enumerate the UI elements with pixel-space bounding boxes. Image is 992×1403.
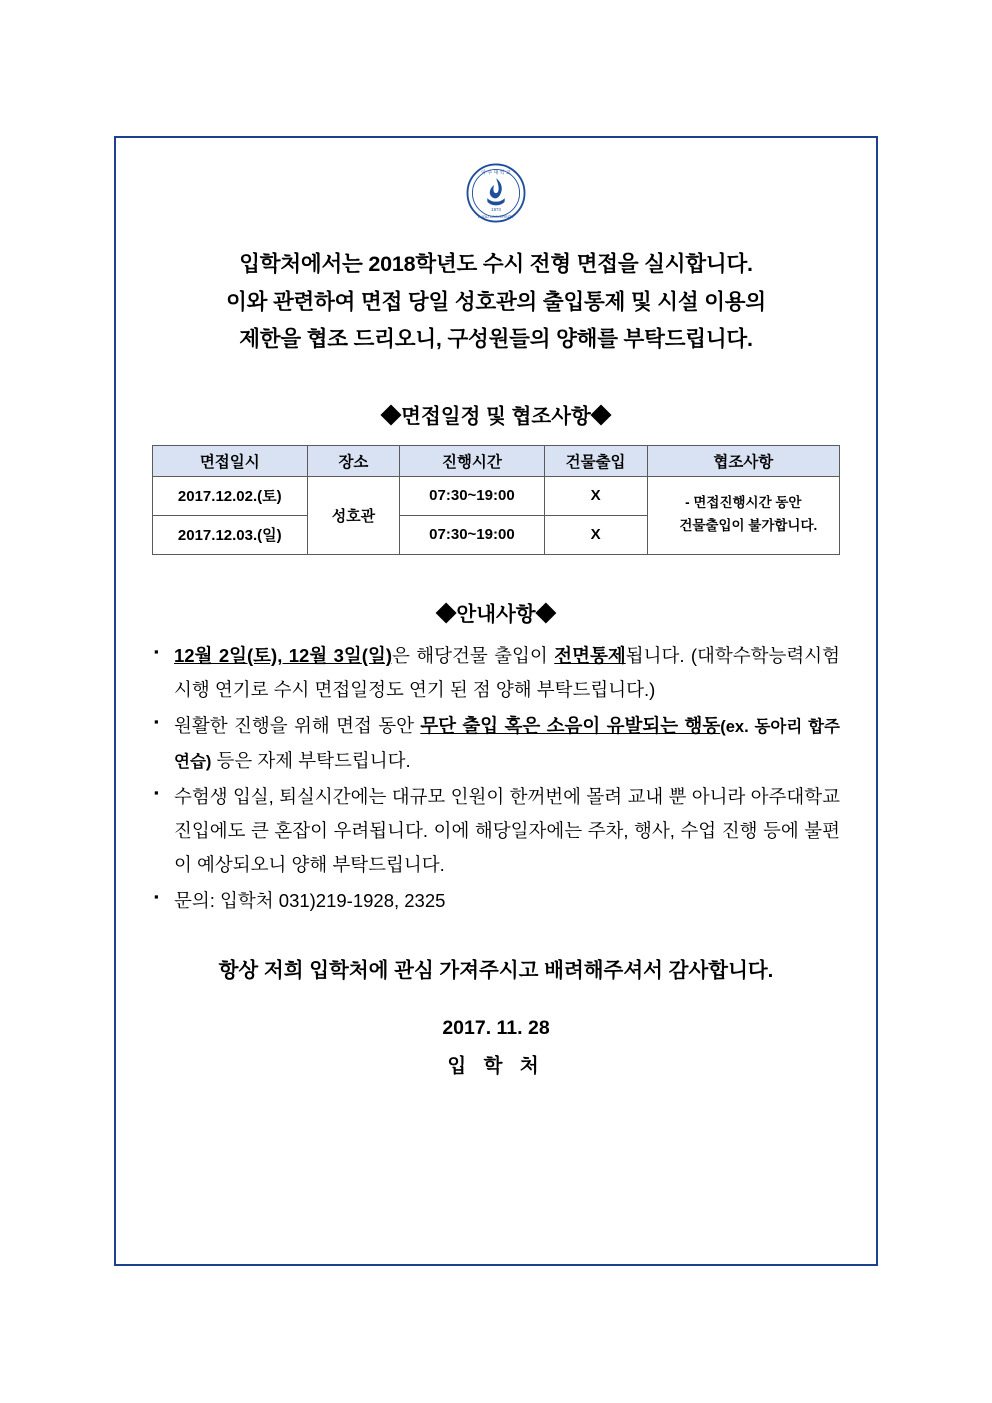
cell-time-1: 07:30~19:00 (400, 476, 544, 515)
cell-entry-2: X (544, 515, 647, 554)
notice-text-segment: 무단 출입 혹은 소음이 유발되는 행동 (420, 715, 721, 737)
headline-block (152, 246, 840, 359)
table-header-row (153, 445, 840, 476)
column-header-date: 면접일시 (153, 445, 308, 476)
list-item (152, 709, 840, 777)
closing-message: 항상 저희 입학처에 관심 가져주시고 배려해주셔서 감사합니다. (218, 958, 774, 982)
notice-text-segment: 전면통제 (554, 644, 626, 666)
logo-container (152, 162, 840, 224)
headline-line-2: 이와 관련하여 면접 당일 성호관의 출입통제 및 시설 이용의 (226, 289, 766, 314)
notice-text-segment: 등은 자제 부탁드립니다. (211, 749, 411, 771)
ajou-university-emblem-icon (465, 162, 527, 224)
note-line-2: 건물출입이 불가합니다. (679, 518, 818, 534)
document-date: 2017. 11. 28 (442, 1016, 550, 1039)
cell-date-2: 2017.12.03.(일) (153, 515, 308, 554)
notice-text-segment: 수험생 입실, 퇴실시간에는 대규모 인원이 한꺼번에 몰려 교내 뿐 아니라 아주대학교 진입에도 큰 혼잡이 우려됩니다. 이에 해당일자에는 주차, 행사, 수업 진행 등에 불편이 예상되오니 양해 부탁드립니다. (174, 785, 840, 876)
svg-text:AJOU UNIVERSITY: AJOU UNIVERSITY (478, 213, 514, 219)
interview-schedule-table (152, 445, 840, 555)
notice-document (114, 136, 878, 1266)
schedule-section-title: ◆면접일정 및 협조사항◆ (380, 404, 612, 428)
list-item (152, 780, 840, 883)
notice-text-segment: (ex. 동아리 합주 연습) (174, 718, 840, 771)
headline-line-3: 제한을 협조 드리오니, 구성원들의 양해를 부탁드립니다. (239, 327, 753, 352)
svg-text:1973: 1973 (491, 206, 501, 212)
issuing-office: 입 학 처 (447, 1054, 545, 1077)
notice-text-segment: 문의: 입학처 031)219-1928, 2325 (174, 890, 446, 912)
cell-entry-1: X (544, 476, 647, 515)
note-line-1: - 면접진행시간 동안 (685, 495, 802, 511)
notice-text-segment: 12월 2일(토), 12월 3일(일) (174, 644, 392, 666)
notice-list (152, 639, 840, 919)
list-item (152, 639, 840, 707)
svg-text:아 주 대 학 교: 아 주 대 학 교 (481, 170, 511, 176)
column-header-place: 장소 (307, 445, 400, 476)
cell-note (647, 476, 839, 554)
notice-section-title: ◆안내사항◆ (435, 602, 557, 626)
notice-text-segment: 됩니다. (대학수학능력시험 시행 연기로 수시 면접일정도 연기 된 점 양해 부탁드립니다.) (174, 644, 841, 701)
cell-time-2: 07:30~19:00 (400, 515, 544, 554)
column-header-note: 협조사항 (647, 445, 839, 476)
list-item (152, 884, 840, 918)
column-header-entry: 건물출입 (544, 445, 647, 476)
cell-place: 성호관 (307, 476, 400, 554)
column-header-time: 진행시간 (400, 445, 544, 476)
notice-text-segment: 은 해당건물 출입이 (392, 644, 555, 666)
cell-date-1: 2017.12.02.(토) (153, 476, 308, 515)
notice-text-segment: 원활한 진행을 위해 면접 동안 (174, 715, 421, 737)
headline-line-1: 입학처에서는 2018학년도 수시 전형 면접을 실시합니다. (239, 252, 753, 276)
table-row (153, 476, 840, 515)
